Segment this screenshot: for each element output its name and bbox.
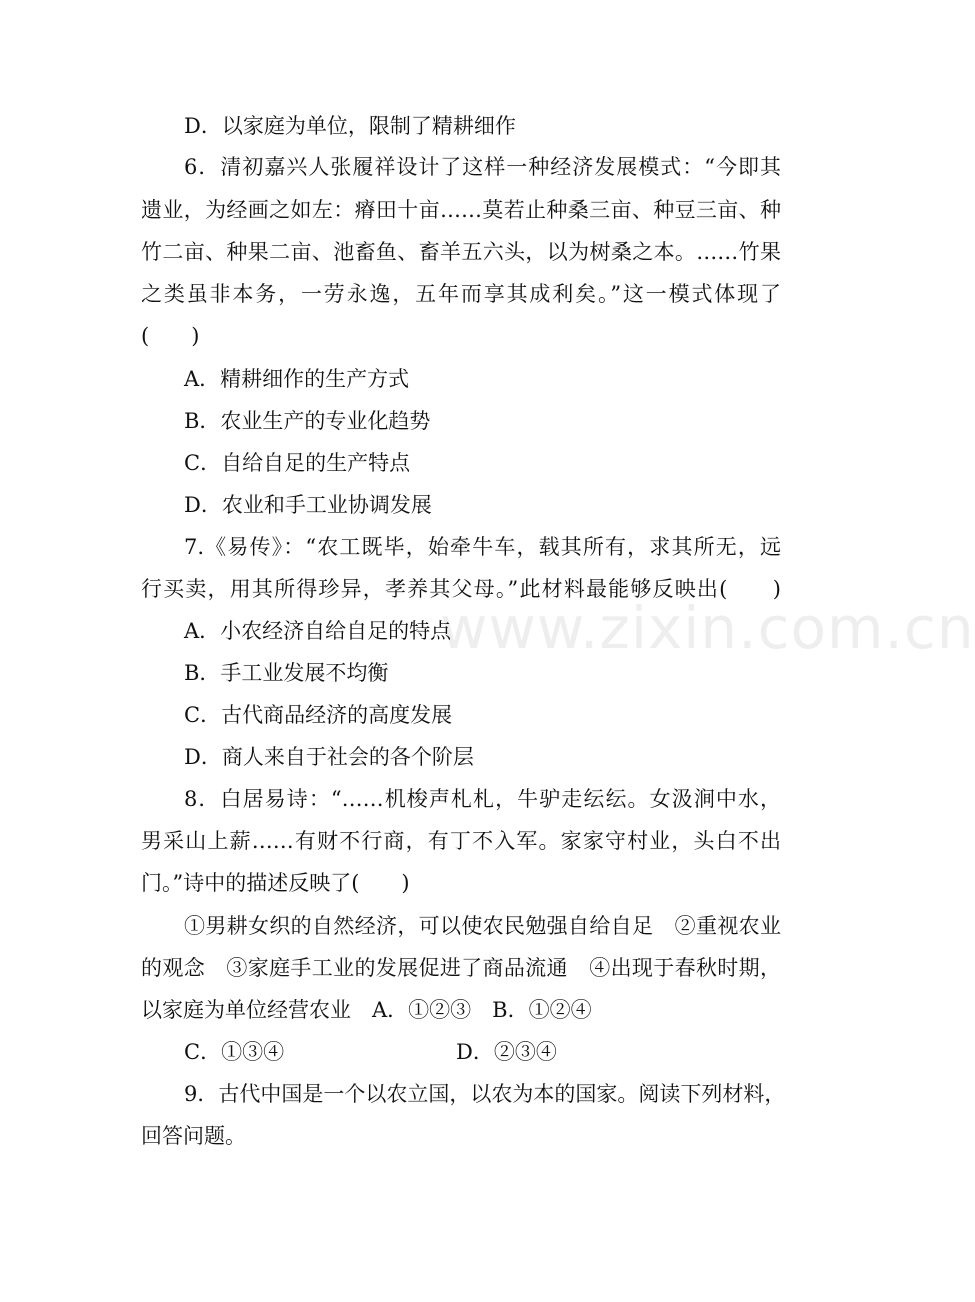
q7-option-d: D．商人来自于社会的各个阶层 bbox=[184, 745, 474, 769]
q8-stem-line-3: 门。”诗中的描述反映了( ) bbox=[141, 871, 410, 895]
q6-stem-line-4: 之类虽非本务，一劳永逸，五年而享其成利矣。”这一模式体现了 bbox=[141, 282, 781, 306]
q9-stem-line-1: 9．古代中国是一个以农立国，以农为本的国家。阅读下列材料， bbox=[184, 1082, 786, 1106]
q8-option-c: C．①③④ bbox=[184, 1040, 285, 1064]
q7-option-b: B．手工业发展不均衡 bbox=[184, 661, 389, 685]
q8-statement-line-2: 的观念 ③家庭手工业的发展促进了商品流通 ④出现于春秋时期， bbox=[141, 956, 781, 980]
q6-stem-line-3: 竹二亩、种果二亩、池畜鱼、畜羊五六头，以为树桑之本。……竹果 bbox=[141, 240, 781, 264]
q7-stem-line-1: 7.《易传》：“农工既毕，始牵牛车，载其所有，求其所无，远 bbox=[184, 535, 781, 559]
q8-option-d: D．②③④ bbox=[456, 1040, 557, 1064]
watermark: www.zixin.com.cn bbox=[440, 594, 975, 662]
q6-answer-bracket: ( ) bbox=[141, 324, 200, 348]
q6-option-d: D．农业和手工业协调发展 bbox=[184, 493, 432, 517]
q8-stem-line-2: 男采山上薪……有财不行商，有丁不入军。家家守村业，头白不出 bbox=[141, 829, 781, 853]
q6-option-a: A．精耕细作的生产方式 bbox=[184, 367, 410, 391]
q6-stem-line-2: 遗业，为经画之如左：瘠田十亩……莫若止种桑三亩、种豆三亩、种 bbox=[141, 198, 781, 222]
q5-option-d: D．以家庭为单位，限制了精耕细作 bbox=[184, 114, 516, 138]
q8-stem-line-1: 8．白居易诗：“……机梭声札札，牛驴走纭纭。女汲涧中水， bbox=[184, 787, 781, 811]
q6-option-c: C．自给自足的生产特点 bbox=[184, 451, 411, 475]
q7-stem-line-2: 行买卖，用其所得珍异，孝养其父母。”此材料最能够反映出( ) bbox=[141, 577, 781, 601]
q8-statement-line-1: ①男耕女织的自然经济，可以使农民勉强自给自足 ②重视农业 bbox=[184, 914, 781, 938]
q8-statement-line-3: 以家庭为单位经营农业 A．①②③ B．①②④ bbox=[141, 998, 592, 1022]
q7-option-c: C．古代商品经济的高度发展 bbox=[184, 703, 453, 727]
q9-stem-line-2: 回答问题。 bbox=[141, 1124, 246, 1148]
q6-option-b: B．农业生产的专业化趋势 bbox=[184, 409, 431, 433]
q6-stem-line-1: 6．清初嘉兴人张履祥设计了这样一种经济发展模式：“今即其 bbox=[184, 155, 781, 179]
q7-option-a: A．小农经济自给自足的特点 bbox=[184, 619, 452, 643]
